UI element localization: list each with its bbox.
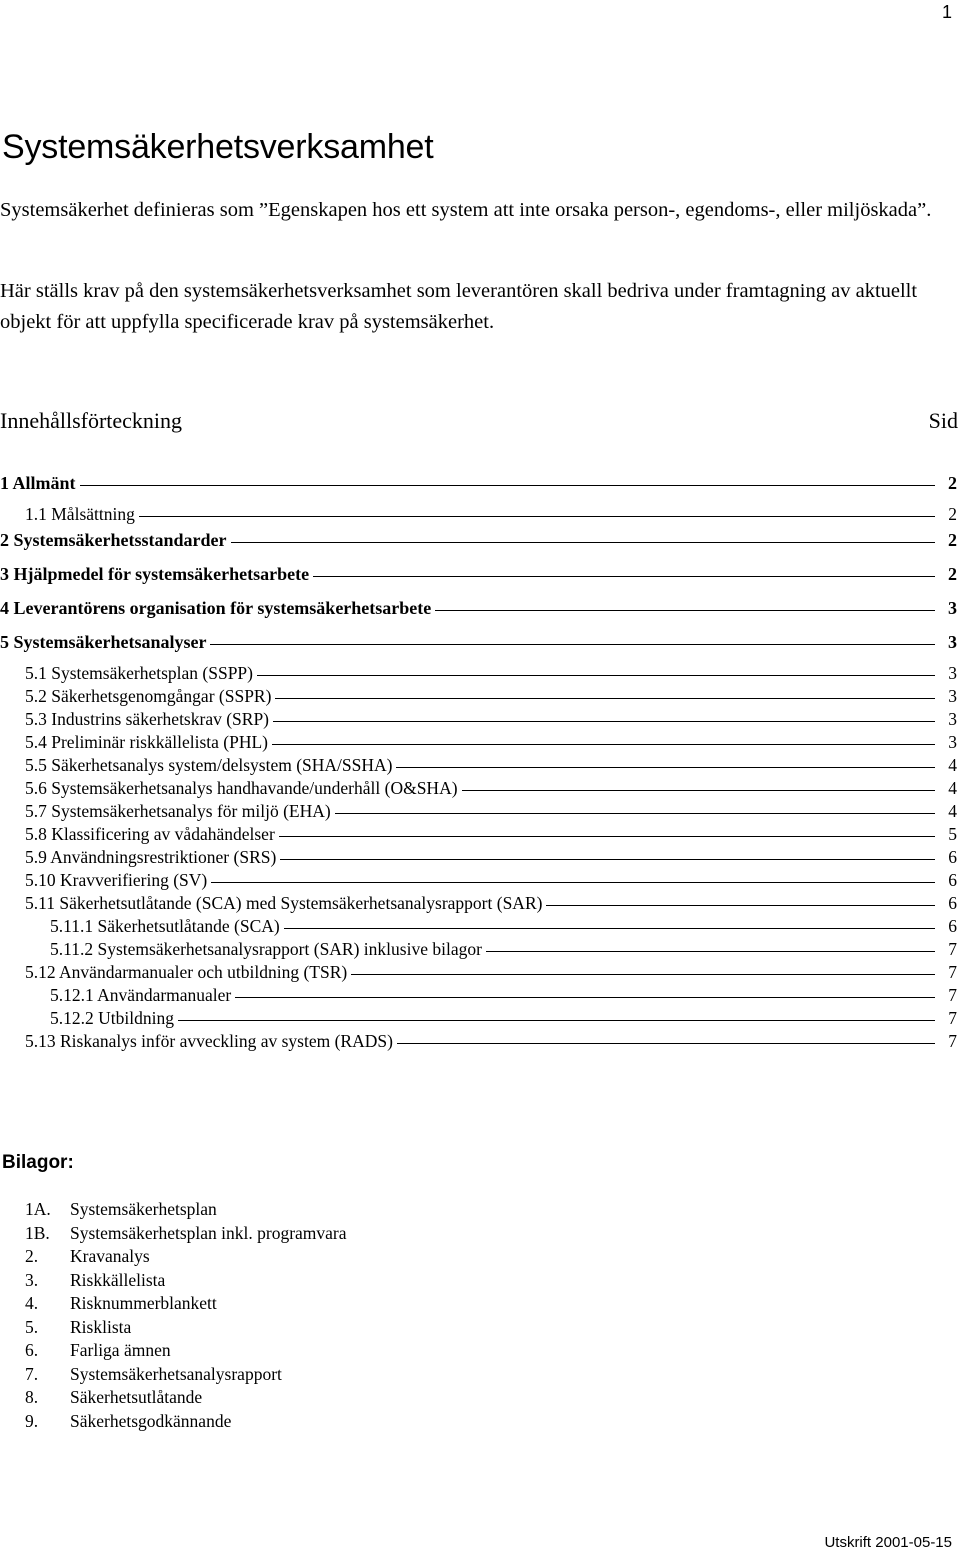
toc-entry-page: 7: [948, 1031, 957, 1051]
toc-leader-line: [231, 542, 936, 543]
toc-entry-title: 5.12.2 Utbildning: [50, 1008, 174, 1028]
toc-entry-title: 5.11.2 Systemsäkerhetsanalysrapport (SAR) inklusive bilagor: [50, 939, 482, 959]
appendix-number: 9.: [25, 1410, 39, 1431]
toc-entry-title: 5.9 Användningsrestriktioner (SRS): [25, 847, 277, 867]
toc-leader-line: [235, 997, 935, 998]
toc-leader-line: [257, 675, 935, 676]
appendix-item: [25, 1316, 347, 1340]
toc-entry-page: 3: [948, 732, 957, 752]
toc-entry[interactable]: [0, 778, 960, 801]
appendix-item: [25, 1198, 347, 1222]
toc-entry[interactable]: [0, 561, 960, 595]
toc-entry[interactable]: [0, 473, 960, 504]
toc-leader-line: [335, 813, 935, 814]
toc-heading: Innehållsförteckning: [0, 408, 183, 433]
toc-leader-line: [486, 951, 935, 952]
appendix-number: 3.: [25, 1269, 39, 1290]
toc-entry-page: 3: [948, 632, 957, 652]
toc-entry-title: 5.12 Användarmanualer och utbildning (TSR): [25, 962, 348, 982]
toc-leader-line: [313, 576, 935, 577]
toc-entry-page: 3: [948, 709, 957, 729]
toc-entry[interactable]: [0, 893, 960, 916]
toc-leader-line: [279, 836, 935, 837]
toc-entry-title: 5.4 Preliminär riskkällelista (PHL): [25, 732, 269, 752]
toc-entry-title: 5.5 Säkerhetsanalys system/delsystem (SHA/SSHA): [25, 755, 393, 775]
toc-leader-line: [275, 698, 935, 699]
toc-entry-title: 5.10 Kravverifiering (SV): [25, 870, 208, 890]
appendix-item: [25, 1292, 347, 1316]
toc-entry-page: 2: [948, 564, 957, 584]
toc-leader-line: [272, 744, 935, 745]
appendix-title: Riskkällelista: [70, 1269, 166, 1290]
toc-entry[interactable]: [0, 755, 960, 778]
toc-entry-page: 4: [948, 778, 957, 798]
toc-leader-line: [351, 974, 935, 975]
appendix-title: Säkerhetsgodkännande: [70, 1410, 232, 1431]
toc-entry-page: 4: [948, 755, 957, 775]
toc-entry[interactable]: [0, 824, 960, 847]
toc-entry-title: 2 Systemsäkerhetsstandarder: [0, 530, 227, 550]
toc-entry[interactable]: [0, 870, 960, 893]
toc-leader-line: [280, 859, 935, 860]
toc-leader-line: [139, 516, 935, 517]
toc-entry-title: 1.1 Målsättning: [25, 504, 135, 524]
appendix-list: [25, 1198, 347, 1433]
appendix-number: 1B.: [25, 1222, 50, 1243]
document-title: Systemsäkerhetsverksamhet: [2, 128, 434, 166]
toc-entry-title: 5.12.1 Användarmanualer: [50, 985, 232, 1005]
toc-leader-line: [396, 767, 935, 768]
toc-entry-page: 7: [948, 939, 957, 959]
appendix-number: 2.: [25, 1246, 39, 1266]
toc-entry[interactable]: [0, 504, 960, 527]
toc-entry[interactable]: [0, 629, 960, 663]
appendix-item: [25, 1363, 347, 1387]
toc-entry-page: 4: [948, 801, 957, 821]
toc-leader-line: [435, 610, 935, 611]
toc-entry-title: 5.11 Säkerhetsutlåtande (SCA) med Systemsäkerhetsanalysrapport (SAR): [25, 893, 543, 913]
toc-entry[interactable]: [0, 847, 960, 870]
toc-entry[interactable]: [0, 732, 960, 755]
print-date-footer: Utskrift 2001-05-15: [824, 1534, 952, 1551]
appendix-item: [25, 1222, 347, 1246]
toc-entry[interactable]: [0, 663, 960, 686]
toc-leader-line: [178, 1020, 935, 1021]
appendix-title: Risklista: [70, 1316, 132, 1337]
toc-leader-line: [397, 1043, 935, 1044]
toc-entry-title: 5.8 Klassificering av vådahändelser: [25, 824, 275, 844]
toc-entry[interactable]: [0, 1008, 960, 1031]
toc-entry-title: 5.1 Systemsäkerhetsplan (SSPP): [25, 663, 253, 683]
toc-entry[interactable]: [0, 939, 960, 962]
toc-heading-row: [0, 408, 958, 434]
toc-entry-page: 3: [948, 686, 957, 706]
appendix-item: [25, 1269, 347, 1293]
toc-entry-page: 2: [948, 504, 957, 524]
toc-entry-title: 4 Leverantörens organisation för systemsäkerhetsarbete: [0, 598, 432, 618]
toc-entry[interactable]: [0, 962, 960, 985]
appendix-title: Säkerhetsutlåtande: [70, 1387, 203, 1407]
toc-entry-page: 6: [948, 847, 957, 867]
appendix-number: 8.: [25, 1387, 39, 1407]
appendix-item: [25, 1386, 347, 1410]
toc-entry-page: 7: [948, 962, 957, 982]
table-of-contents: [0, 473, 960, 1054]
toc-entry-title: 1 Allmänt: [0, 473, 76, 493]
toc-entry-title: 5.2 Säkerhetsgenomgångar (SSPR): [25, 686, 272, 706]
toc-entry-page: 2: [948, 530, 957, 550]
toc-entry-page: 2: [948, 473, 957, 493]
appendix-item: [25, 1245, 347, 1269]
appendix-number: 1A.: [25, 1199, 51, 1219]
toc-entry[interactable]: [0, 527, 960, 561]
toc-page-column-label: Sid: [928, 408, 958, 433]
toc-entry[interactable]: [0, 985, 960, 1008]
toc-leader-line: [462, 790, 935, 791]
toc-entry-page: 7: [948, 1008, 957, 1028]
toc-entry-title: 5.6 Systemsäkerhetsanalys handhavande/underhåll (O&SHA): [25, 778, 458, 798]
requirements-paragraph: Här ställs krav på den systemsäkerhetsverksamhet som leverantören skall bedriva under framtagning av aktuellt objekt för att uppfylla specificerade krav på systemsäkerhet.: [0, 280, 918, 333]
toc-entry[interactable]: [0, 709, 960, 732]
appendix-item: [25, 1410, 347, 1434]
appendix-title: Kravanalys: [70, 1246, 150, 1266]
toc-entry-page: 6: [948, 893, 957, 913]
appendix-title: Risknummerblankett: [70, 1293, 217, 1313]
toc-leader-line: [211, 882, 935, 883]
appendix-number: 7.: [25, 1363, 39, 1384]
toc-entry-page: 3: [948, 598, 957, 618]
appendix-title: Systemsäkerhetsplan: [70, 1199, 217, 1219]
toc-entry-page: 6: [948, 870, 957, 890]
toc-entry-page: 7: [948, 985, 957, 1005]
toc-entry-title: 5.7 Systemsäkerhetsanalys för miljö (EHA): [25, 801, 331, 821]
appendix-heading: Bilagor:: [2, 1152, 74, 1173]
toc-leader-line: [80, 485, 935, 486]
toc-entry[interactable]: [0, 595, 960, 629]
appendix-number: 6.: [25, 1340, 39, 1360]
toc-entry-page: 3: [948, 663, 957, 683]
toc-entry-title: 5.13 Riskanalys inför avveckling av system (RADS): [25, 1031, 393, 1051]
appendix-number: 4.: [25, 1293, 39, 1313]
toc-entry-title: 5 Systemsäkerhetsanalyser: [0, 632, 207, 652]
toc-leader-line: [546, 905, 935, 906]
toc-entry-title: 5.3 Industrins säkerhetskrav (SRP): [25, 709, 270, 729]
appendix-title: Systemsäkerhetsanalysrapport: [70, 1363, 282, 1384]
toc-leader-line: [273, 721, 935, 722]
definition-paragraph: Systemsäkerhet definieras som ”Egenskapen hos ett system att inte orsaka person-, egendoms-, eller miljöskada”.: [0, 199, 932, 221]
toc-entry-title: 5.11.1 Säkerhetsutlåtande (SCA): [50, 916, 280, 936]
appendix-title: Farliga ämnen: [70, 1340, 171, 1360]
toc-entry[interactable]: [0, 686, 960, 709]
appendix-item: [25, 1339, 347, 1363]
toc-entry[interactable]: [0, 1031, 960, 1054]
toc-entry-title: 3 Hjälpmedel för systemsäkerhetsarbete: [0, 564, 310, 584]
toc-leader-line: [284, 928, 935, 929]
appendix-number: 5.: [25, 1316, 39, 1337]
toc-leader-line: [210, 644, 935, 645]
appendix-title: Systemsäkerhetsplan inkl. programvara: [70, 1222, 347, 1243]
toc-entry-page: 6: [948, 916, 957, 936]
toc-entry-page: 5: [948, 824, 957, 844]
page-number: 1: [941, 2, 952, 22]
toc-entry[interactable]: [0, 801, 960, 824]
toc-entry[interactable]: [0, 916, 960, 939]
